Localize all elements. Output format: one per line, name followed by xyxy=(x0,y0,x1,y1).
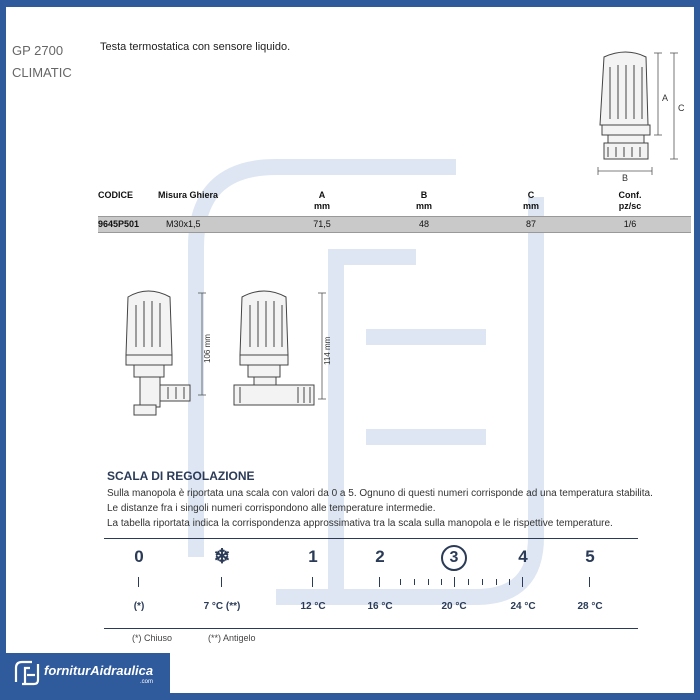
angle-valve-drawing xyxy=(114,285,214,425)
cell-codice: 9645P501 xyxy=(98,219,140,229)
tick xyxy=(522,577,523,587)
minor-tick xyxy=(468,579,469,585)
logo-icon xyxy=(14,660,42,686)
scale-mark-0: 0 xyxy=(134,547,144,566)
dim-114: 114 mm xyxy=(323,336,332,365)
scale-top-rule xyxy=(104,538,638,539)
cell-c: 87 xyxy=(525,219,536,229)
catalog-sheet xyxy=(6,7,694,693)
tick xyxy=(589,577,590,587)
dim-label-a: A xyxy=(662,93,669,103)
scale-mark-4: 4 xyxy=(518,547,528,566)
cell-a: 71,5 xyxy=(313,219,331,229)
product-description: Testa termostatica con sensore liquido. xyxy=(100,41,291,53)
minor-tick xyxy=(496,579,497,585)
model-code: GP 2700 xyxy=(12,43,64,58)
scale-mark-5: 5 xyxy=(585,547,595,566)
tick xyxy=(221,577,222,587)
temp-5: 28 °C xyxy=(577,601,603,612)
scale-desc-1: Sulla manopola è riportata una scala con valori da 0 a 5. Ognuno di questi numeri corrisponde ad una temperatura stabilita. xyxy=(107,488,653,499)
tick xyxy=(379,577,380,587)
footnote-chiuso: (*) Chiuso xyxy=(132,633,173,643)
header-b: B mm xyxy=(415,190,432,211)
dim-label-c: C xyxy=(678,103,685,113)
minor-tick xyxy=(428,579,429,585)
site-logo[interactable] xyxy=(6,653,170,693)
scale-mark-3: 3 xyxy=(439,547,469,571)
tick xyxy=(312,577,313,587)
tick xyxy=(138,577,139,587)
footnote-antigelo: (**) Antigelo xyxy=(208,633,256,643)
scale-desc-2: Le distanze fra i singoli numeri corrispondono alle temperature intermedie. xyxy=(107,503,436,514)
brand-name: CLIMATIC xyxy=(12,65,72,80)
cell-misura-ghiera: M30x1,5 xyxy=(166,219,201,229)
cell-b: 48 xyxy=(418,219,429,229)
scale-mark-2: 2 xyxy=(375,547,385,566)
scale-title: SCALA DI REGOLAZIONE xyxy=(107,469,255,483)
minor-tick xyxy=(482,579,483,585)
temp-antigelo: 7 °C (**) xyxy=(203,601,241,612)
scale-mark-1: 1 xyxy=(308,547,318,566)
minor-tick xyxy=(441,579,442,585)
temp-3: 20 °C xyxy=(441,601,467,612)
scale-desc-3: La tabella riportata indica la corrispondenza approssimativa tra la scala sulla manopola e le rispettive temperature. xyxy=(107,518,613,529)
temp-4: 24 °C xyxy=(510,601,536,612)
header-conf: Conf. pz/sc xyxy=(618,190,642,211)
dim-106: 106 mm xyxy=(203,334,212,363)
minor-tick xyxy=(414,579,415,585)
logo-text: forniturAidraulica xyxy=(44,663,154,678)
temp-0: (*) xyxy=(133,601,145,612)
header-misura-ghiera: Misura Ghiera xyxy=(158,190,219,200)
straight-valve-drawing xyxy=(230,285,340,425)
dim-label-b: B xyxy=(622,173,629,182)
header-codice: CODICE xyxy=(98,190,134,200)
temp-2: 16 °C xyxy=(367,601,393,612)
minor-tick xyxy=(400,579,401,585)
header-a: A mm xyxy=(313,190,330,211)
tick xyxy=(454,577,455,587)
snowflake-icon: ❄ xyxy=(213,546,231,568)
scale-bottom-rule xyxy=(104,628,638,629)
header-c: C mm xyxy=(522,190,539,211)
minor-tick xyxy=(509,579,510,585)
cell-conf: 1/6 xyxy=(623,219,637,229)
temp-1: 12 °C xyxy=(300,601,326,612)
logo-tld: .com xyxy=(140,679,154,685)
thermostatic-head-drawing xyxy=(574,47,686,182)
